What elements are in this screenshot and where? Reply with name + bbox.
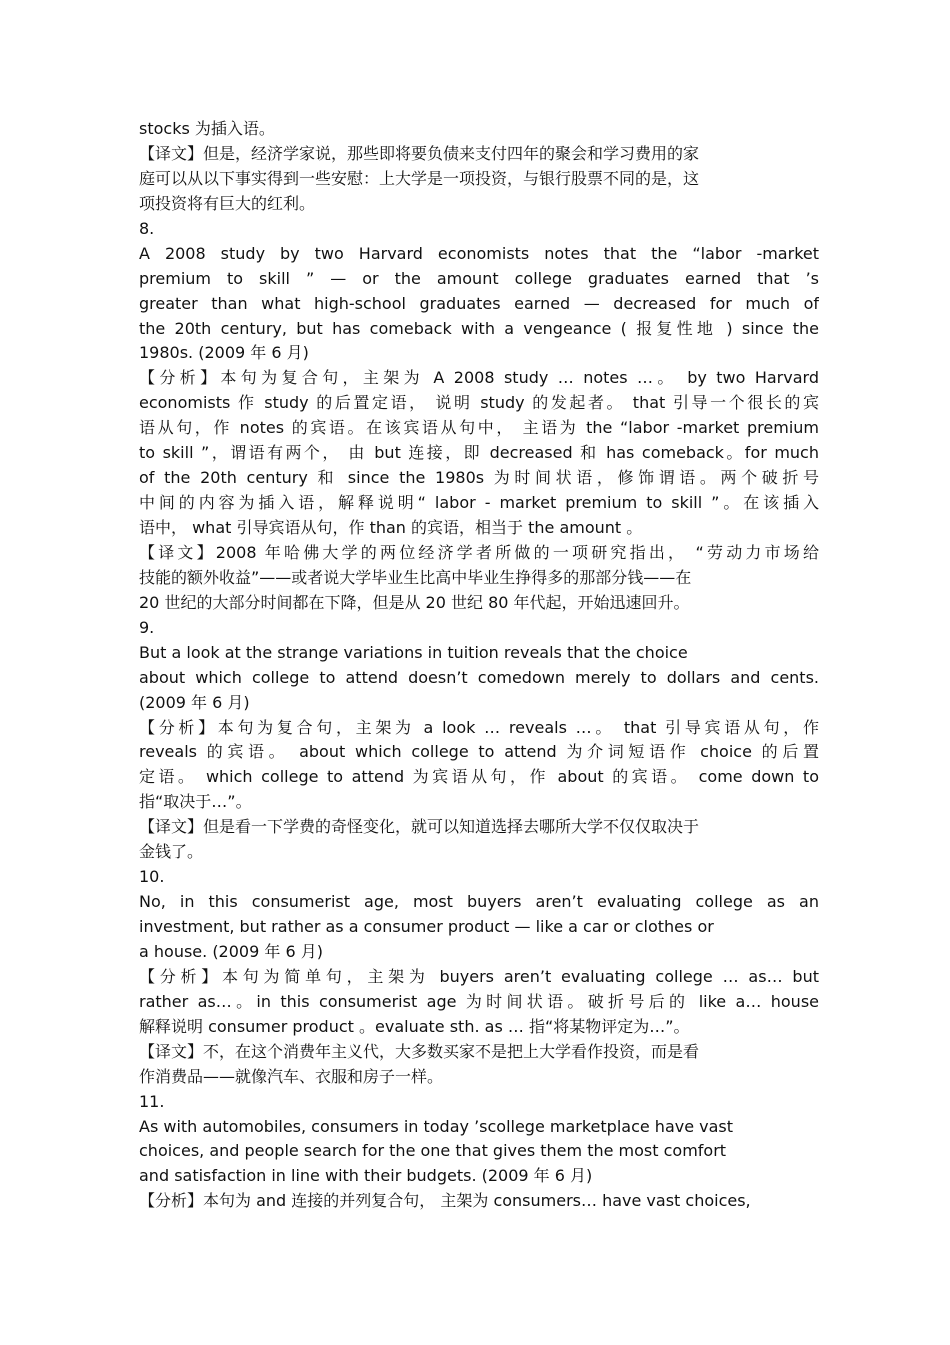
- item-number: 8.: [139, 218, 155, 238]
- text-line: 【译文】不，在这个消费年主义代，大多数买家不是把上大学看作投资，而是看: [139, 1041, 700, 1061]
- text-line: stocks 为插入语。: [139, 119, 275, 138]
- text-line: 指“取决于…”。: [139, 792, 252, 812]
- text-line: 20 世纪的大部分时间都在下降，但是从 20 世纪 80 年代起，开始迅速回升。: [139, 592, 690, 612]
- item-number: 9.: [139, 617, 155, 637]
- text-line: 【译文】2008 年哈佛大学的两位经济学者所做的一项研究指出， “劳动力市场给: [139, 542, 819, 562]
- text-line: 语从句，作 notes 的宾语。在该宾语从句中， 主语为 the “labor -market premium: [139, 418, 819, 438]
- text-line: reveals 的宾语。 about which college to attend 为介词短语作 choice 的后置: [139, 742, 819, 762]
- text-line: 定语。 which college to attend 为宾语从句，作 about 的宾语。 come down to: [139, 767, 819, 787]
- text-line: 【译文】但是看一下学费的奇怪变化，就可以知道选择去哪所大学不仅仅取决于: [139, 817, 700, 837]
- item-number: 11.: [139, 1091, 165, 1111]
- text-line: and satisfaction in line with their budgets. (2009 年 6 月): [139, 1166, 593, 1186]
- text-line: premium to skill ” — or the amount college graduates earned that ’s: [139, 268, 819, 288]
- text-line: economists 作 study 的后置定语， 说明 study 的发起者。 that 引导一个很长的宾: [139, 393, 819, 413]
- text-line: 【分析】本句为简单句，主架为 buyers aren’t evaluating college … as… but: [139, 966, 819, 986]
- text-line: 中间的内容为插入语，解释说明“ labor - market premium to skill ”。在该插入: [139, 493, 819, 513]
- text-line: No, in this consumerist age, most buyers aren’t evaluating college as an: [139, 892, 819, 912]
- text-line: 1980s. (2009 年 6 月): [139, 343, 309, 363]
- text-line: 庭可以从以下事实得到一些安慰：上大学是一项投资，与银行股票不同的是，这: [139, 168, 700, 188]
- text-line: But a look at the strange variations in tuition reveals that the choice: [139, 642, 688, 662]
- text-line: As with automobiles, consumers in today ’scollege marketplace have vast: [139, 1116, 734, 1136]
- text-line: choices, and people search for the one that gives them the most comfort: [139, 1141, 727, 1161]
- text-line: 【分析】本句为复合句，主架为 a look … reveals …。 that 引导宾语从句，作: [139, 717, 819, 737]
- text-line: the 20th century, but has comeback with a vengeance ( 报复性地 ) since the: [139, 318, 819, 338]
- text-line: to skill ”，谓语有两个， 由 but 连接，即 decreased 和 has comeback。for much: [139, 443, 819, 463]
- document-page: [139, 117, 819, 1214]
- item-number: 10.: [139, 867, 165, 887]
- text-line: 解释说明 consumer product 。evaluate sth. as … 指“将某物评定为…”。: [139, 1016, 690, 1036]
- text-line: 语中， what 引导宾语从句，作 than 的宾语，相当于 the amount 。: [139, 518, 643, 537]
- text-line: of the 20th century 和 since the 1980s 为时间状语，修饰谓语。两个破折号: [139, 468, 819, 488]
- text-line: rather as…。in this consumerist age 为时间状语。破折号后的 like a… house: [139, 991, 819, 1011]
- text-line: 项投资将有巨大的红利。: [139, 193, 316, 213]
- text-line: 金钱了。: [139, 842, 204, 862]
- text-line: investment, but rather as a consumer product — like a car or clothes or: [139, 917, 714, 936]
- text-line: a house. (2009 年 6 月): [139, 941, 323, 961]
- text-line: 【译文】但是，经济学家说，那些即将要负债来支付四年的聚会和学习费用的家: [139, 143, 700, 163]
- text-line: 技能的额外收益”——或者说大学毕业生比高中毕业生挣得多的那部分钱——在: [139, 567, 692, 587]
- text-line: 【分析】本句为复合句，主架为 A 2008 study … notes …。 by two Harvard: [139, 368, 819, 388]
- text-line: 作消费品——就像汽车、衣服和房子一样。: [139, 1066, 444, 1086]
- text-line: A 2008 study by two Harvard economists notes that the “labor -market: [139, 243, 819, 263]
- text-line: (2009 年 6 月): [139, 692, 250, 712]
- text-line: about which college to attend doesn’t comedown merely to dollars and cents.: [139, 667, 819, 687]
- text-line: greater than what high-school graduates earned — decreased for much of: [139, 293, 819, 313]
- text-line: 【分析】本句为 and 连接的并列复合句， 主架为 consumers… have vast choices,: [139, 1191, 751, 1211]
